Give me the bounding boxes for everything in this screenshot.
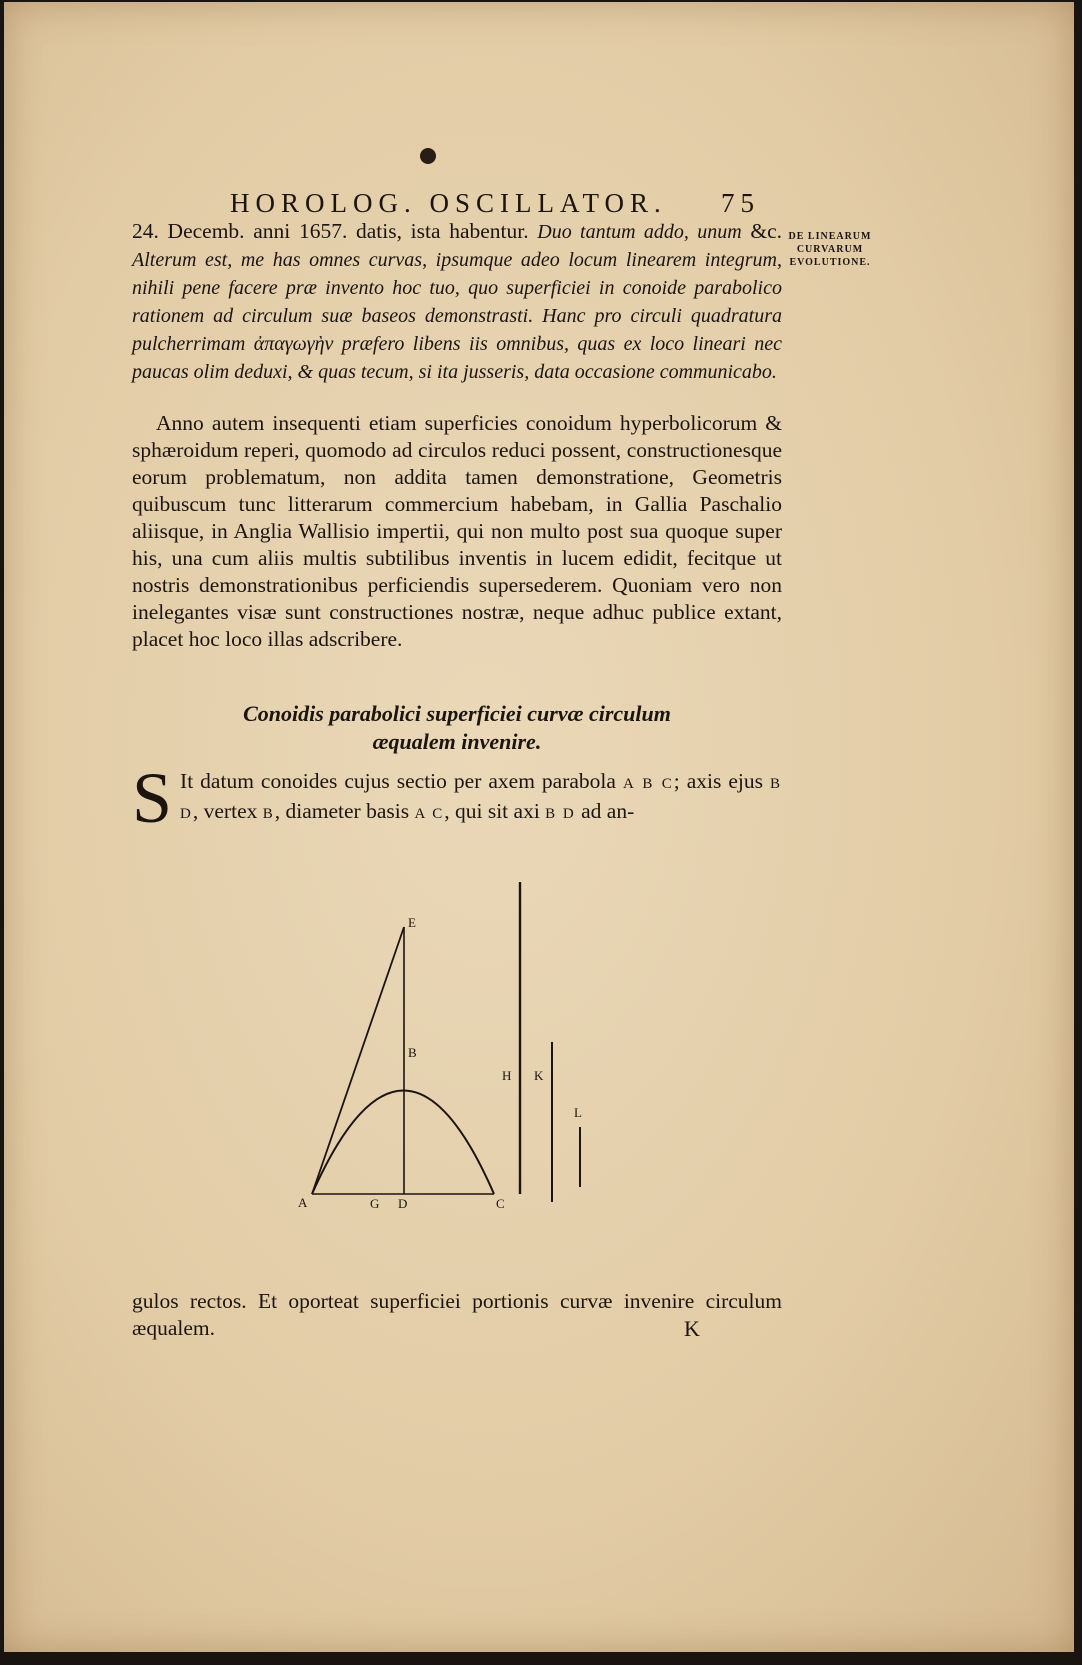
- tangent-line-ae: [312, 927, 404, 1194]
- paragraph-4: gulos rectos. Et oporteat superficiei portionis curvæ invenire circulum æqualem.: [132, 1289, 782, 1340]
- geometric-figure: [294, 877, 644, 1217]
- paragraph-3: [132, 758, 783, 838]
- margin-note-line-2: CURVARUM: [796, 244, 864, 255]
- label-l: L: [574, 1105, 582, 1120]
- section-title: [132, 700, 782, 756]
- p3-label-bd: B D: [180, 776, 783, 822]
- p3-text-4: , diameter basis: [274, 799, 410, 823]
- label-c: C: [496, 1196, 505, 1211]
- label-b: B: [408, 1045, 417, 1060]
- margin-note-line-3: EVOLUTIONE.: [789, 257, 871, 268]
- drop-cap: S: [132, 758, 173, 838]
- label-d: D: [398, 1196, 408, 1211]
- header-title: HOROLOG. OSCILLATOR.: [230, 188, 667, 218]
- margin-note-line-1: DE LINEARUM: [788, 231, 872, 242]
- p3-label-b: B: [262, 806, 275, 822]
- paragraph-1: [132, 218, 782, 386]
- paragraph-1-italic-2: Alterum est, me has omnes curvas, ipsumque adeo locum linearem integrum, nihili pene facere præ invento hoc tuo, quo superficiei in conoide parabolico rationem ad circulum suæ baseos demonstrasti. Hanc pro circuli quadratura pulcherrimam ἀπαγωγὴν præfero libens iis omnibus, quas ex loco lineari nec paucas olim deduxi, & quas tecum, si ita jusseris, data occasione communicabo.: [132, 249, 782, 383]
- p3-text-2: ; axis ejus: [673, 769, 763, 793]
- label-a: A: [298, 1195, 308, 1210]
- section-title-line-2: æqualem invenire.: [372, 729, 542, 754]
- margin-note: [780, 230, 880, 269]
- paragraph-1-roman-2: &c.: [750, 219, 783, 243]
- parabola-abc: [312, 1091, 494, 1195]
- paragraph-1-italic-1: Duo tantum addo, unum: [537, 221, 742, 243]
- p3-text-3: , vertex: [192, 799, 258, 823]
- ink-blot: [420, 148, 436, 164]
- book-page: [4, 2, 1074, 1652]
- p3-text-6: ad an-: [581, 799, 635, 823]
- label-g: G: [370, 1196, 380, 1211]
- p3-label-ac: A C: [414, 806, 445, 822]
- running-header: [230, 188, 760, 219]
- p3-label-bd-2: B D: [545, 806, 576, 822]
- signature-mark: K: [684, 1316, 700, 1341]
- p3-label-abc: A B C: [622, 776, 674, 792]
- label-k: K: [534, 1068, 544, 1083]
- label-e: E: [408, 915, 416, 930]
- section-title-line-1: Conoidis parabolici superficiei curvæ circulum: [243, 701, 671, 726]
- label-h: H: [502, 1068, 512, 1083]
- paragraph-1-roman: 24. Decemb. anni 1657. datis, ista habentur.: [132, 219, 529, 243]
- paragraph-2: Anno autem insequenti etiam superficies conoidum hyperbolicorum & sphæroidum reperi, quomodo ad circulos reduci possent, constructionesque eorum problematum, non addita tamen demonstratione, Geometris quibuscum tunc litterarum commercium habebam, in Gallia Paschalio aliisque, in Anglia Wallisio impertii, qui non multo post sua quoque super his, una cum aliis multis subtilibus inventis in lucem edidit, fecitque ut nostris demonstrationibus perficiendis supersederem. Quoniam vero non inelegantes visæ sunt constructiones nostræ, neque adhuc publice extant, placet hoc loco illas adscribere.: [132, 411, 782, 651]
- page-number: 75: [721, 188, 760, 218]
- p3-text-5: , qui sit axi: [444, 799, 540, 823]
- p3-text-1: It datum conoides cujus sectio per axem parabola: [180, 769, 616, 793]
